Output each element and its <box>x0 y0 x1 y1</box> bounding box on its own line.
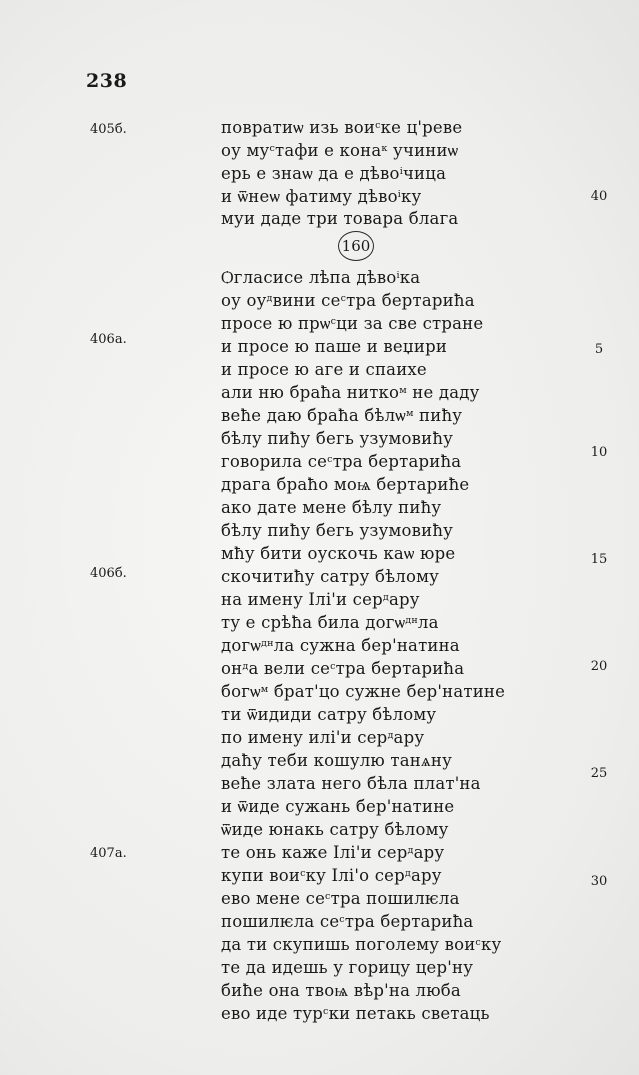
poem-line <box>221 291 475 311</box>
line-text: ку <box>480 935 502 954</box>
line-text: он <box>221 659 243 678</box>
line-text: брат'цо сужне бер'натине <box>268 682 506 701</box>
superscript-letter: с <box>300 867 306 879</box>
song-number-circle: 160 <box>338 231 374 261</box>
line-text: ке ц'реве <box>380 118 463 137</box>
line-text: просе ю прѡ <box>221 314 331 333</box>
manuscript-folio-label: 406а. <box>90 332 127 347</box>
line-text: говорила се <box>221 452 328 471</box>
line-text: и просе ю паше и веџири <box>221 337 448 356</box>
line-number: 15 <box>590 552 608 567</box>
line-text: ку Ілі'о сер <box>305 866 405 885</box>
line-text: не даду <box>406 383 480 402</box>
line-text: ако дате мене бѣлу пиħу <box>221 498 442 517</box>
superscript-letter: і <box>397 188 402 200</box>
line-text: тафи е кона <box>275 141 382 160</box>
line-text: ла <box>417 613 439 632</box>
line-text: ево мене се <box>221 889 326 908</box>
line-text: оу му <box>221 141 270 160</box>
line-text: пошилѥла се <box>221 912 340 931</box>
line-text: ерь е знаѡ да е дѣво <box>221 164 400 183</box>
line-text: али ню браħа нитко <box>221 383 400 402</box>
superscript-letter: і <box>399 165 403 177</box>
superscript-letter: с <box>269 142 275 154</box>
line-text: тра бертариħа <box>332 452 462 471</box>
superscript-letter: с <box>339 913 345 925</box>
line-text: драга браħо моѩ бертариħе <box>221 475 470 494</box>
superscript-letter: с <box>330 660 336 672</box>
poem-line <box>221 209 458 229</box>
line-text: учиниѡ <box>387 141 459 160</box>
line-text: скочитиħу сатру бѣлому <box>221 567 440 586</box>
superscript-letter: с <box>475 936 481 948</box>
poem-line <box>221 912 473 932</box>
poem-line <box>221 406 462 426</box>
line-text: бѣлу пиħу бегь узумовиħу <box>221 521 454 540</box>
line-text: ту е срѣħа била догѡ <box>221 613 406 632</box>
poem-line <box>221 682 505 702</box>
line-text: веħе злата него бѣла плат'на <box>221 774 481 793</box>
line-text: биħе она твоѩ вѣр'на люба <box>221 981 461 1000</box>
line-text: а вели се <box>248 659 331 678</box>
superscript-letter: дн <box>261 637 274 649</box>
superscript-letter: с <box>323 1005 329 1017</box>
poem-line <box>221 141 458 161</box>
manuscript-folio-label: 405б. <box>90 122 127 137</box>
line-text: купи вои <box>221 866 301 885</box>
line-number: 25 <box>590 766 608 781</box>
poem-line <box>221 774 481 794</box>
superscript-letter: д <box>382 591 389 603</box>
line-text: Ѻгласисе лѣпа дѣво <box>221 268 397 287</box>
poem-line <box>221 429 453 449</box>
poem-line <box>221 452 461 472</box>
line-text: вини се <box>272 291 341 310</box>
line-text: тра бертариħа <box>335 659 465 678</box>
line-text: и ѿнеѡ фатиму дѣво <box>221 187 398 206</box>
poem-line <box>221 935 501 955</box>
manuscript-folio-label: 407а. <box>90 846 127 861</box>
poem-line <box>221 337 447 357</box>
line-text: да ти скупишь поголему вои <box>221 935 476 954</box>
poem-line <box>221 843 444 863</box>
line-text: тра пошилѥла <box>330 889 460 908</box>
line-text: веħе даю браħа бѣлѡ <box>221 406 406 425</box>
poem-line <box>221 613 439 633</box>
line-text: ару <box>393 728 425 747</box>
line-text: мħу бити оускочь каѡ юре <box>221 544 456 563</box>
poem-line <box>221 728 424 748</box>
superscript-letter: с <box>327 453 333 465</box>
poem-line <box>221 590 420 610</box>
line-text: и просе ю аге и спаихе <box>221 360 427 379</box>
line-text: муи даде три товара блага <box>221 209 459 228</box>
poem-line <box>221 981 461 1001</box>
line-text: по имену илі'и сер <box>221 728 388 747</box>
line-text: ци за све стране <box>336 314 484 333</box>
line-text: те да идешь у горицу цер'ну <box>221 958 474 977</box>
poem-line <box>221 187 421 207</box>
line-text: ку <box>401 187 422 206</box>
poem-line <box>221 521 453 541</box>
superscript-letter: д <box>387 729 394 741</box>
line-number: 5 <box>594 342 604 357</box>
line-text: бѣлу пиħу бегь узумовиħу <box>221 429 454 448</box>
poem-line <box>221 636 460 656</box>
line-text: ти ѿидиди сатру бѣлому <box>221 705 437 724</box>
superscript-letter: д <box>242 660 249 672</box>
line-text: ѿиде юнакь сатру бѣлому <box>221 820 449 839</box>
poem-line <box>221 866 442 886</box>
poem-line <box>221 475 469 495</box>
poem-line <box>221 164 446 184</box>
line-text: ки петакь светаць <box>328 1004 490 1023</box>
superscript-letter: с <box>330 315 337 327</box>
line-text: оу оу <box>221 291 267 310</box>
line-text: даħу теби кошулю танѧну <box>221 751 453 770</box>
poem-line <box>221 958 473 978</box>
poem-line <box>221 889 460 909</box>
line-text: богѡ <box>221 682 261 701</box>
line-text: ево иде тур <box>221 1004 323 1023</box>
poem-line <box>221 544 455 564</box>
page-number: 238 <box>86 70 128 92</box>
poem-line <box>221 659 464 679</box>
superscript-letter: с <box>375 119 381 131</box>
line-number: 20 <box>590 659 608 674</box>
superscript-letter: д <box>407 844 414 856</box>
poem-line <box>221 797 454 817</box>
superscript-letter: м <box>405 407 414 419</box>
line-number: 40 <box>590 189 608 204</box>
line-text: ару <box>413 843 445 862</box>
line-number: 10 <box>590 445 608 460</box>
line-text: пиħу <box>413 406 463 425</box>
superscript-letter: дн <box>405 614 418 626</box>
line-text: тра бертариħа <box>346 291 475 310</box>
poem-line <box>221 314 483 334</box>
superscript-letter: д <box>266 292 273 304</box>
superscript-letter: д <box>404 867 411 879</box>
poem-line <box>221 498 441 518</box>
line-text: ла сужна бер'натина <box>273 636 460 655</box>
line-text: ару <box>410 866 442 885</box>
line-text: чица <box>402 164 447 183</box>
superscript-letter: с <box>325 890 331 902</box>
line-number: 30 <box>590 874 608 889</box>
poem-line <box>221 1004 490 1024</box>
poem-line <box>221 118 462 138</box>
superscript-letter: і <box>396 269 400 281</box>
superscript-letter: с <box>340 292 347 304</box>
line-text: на имену Ілі'и сер <box>221 590 383 609</box>
line-text: ка <box>399 268 421 287</box>
poem-line <box>221 705 436 725</box>
superscript-letter: к <box>381 142 388 154</box>
line-text: тра бертариħа <box>344 912 474 931</box>
line-text: и ѿиде сужань бер'натине <box>221 797 455 816</box>
manuscript-folio-label: 406б. <box>90 566 127 581</box>
line-text: те онь каже Ілі'и сер <box>221 843 408 862</box>
poem-line <box>221 383 480 403</box>
poem-line <box>221 360 427 380</box>
poem-line <box>221 820 449 840</box>
superscript-letter: м <box>260 683 269 695</box>
poem-line <box>221 751 452 771</box>
line-text: ару <box>388 590 420 609</box>
superscript-letter: м <box>399 384 407 396</box>
poem-line <box>221 268 420 288</box>
line-text: догѡ <box>221 636 261 655</box>
poem-line <box>221 567 439 587</box>
line-text: повратиѡ изь вои <box>221 118 376 137</box>
